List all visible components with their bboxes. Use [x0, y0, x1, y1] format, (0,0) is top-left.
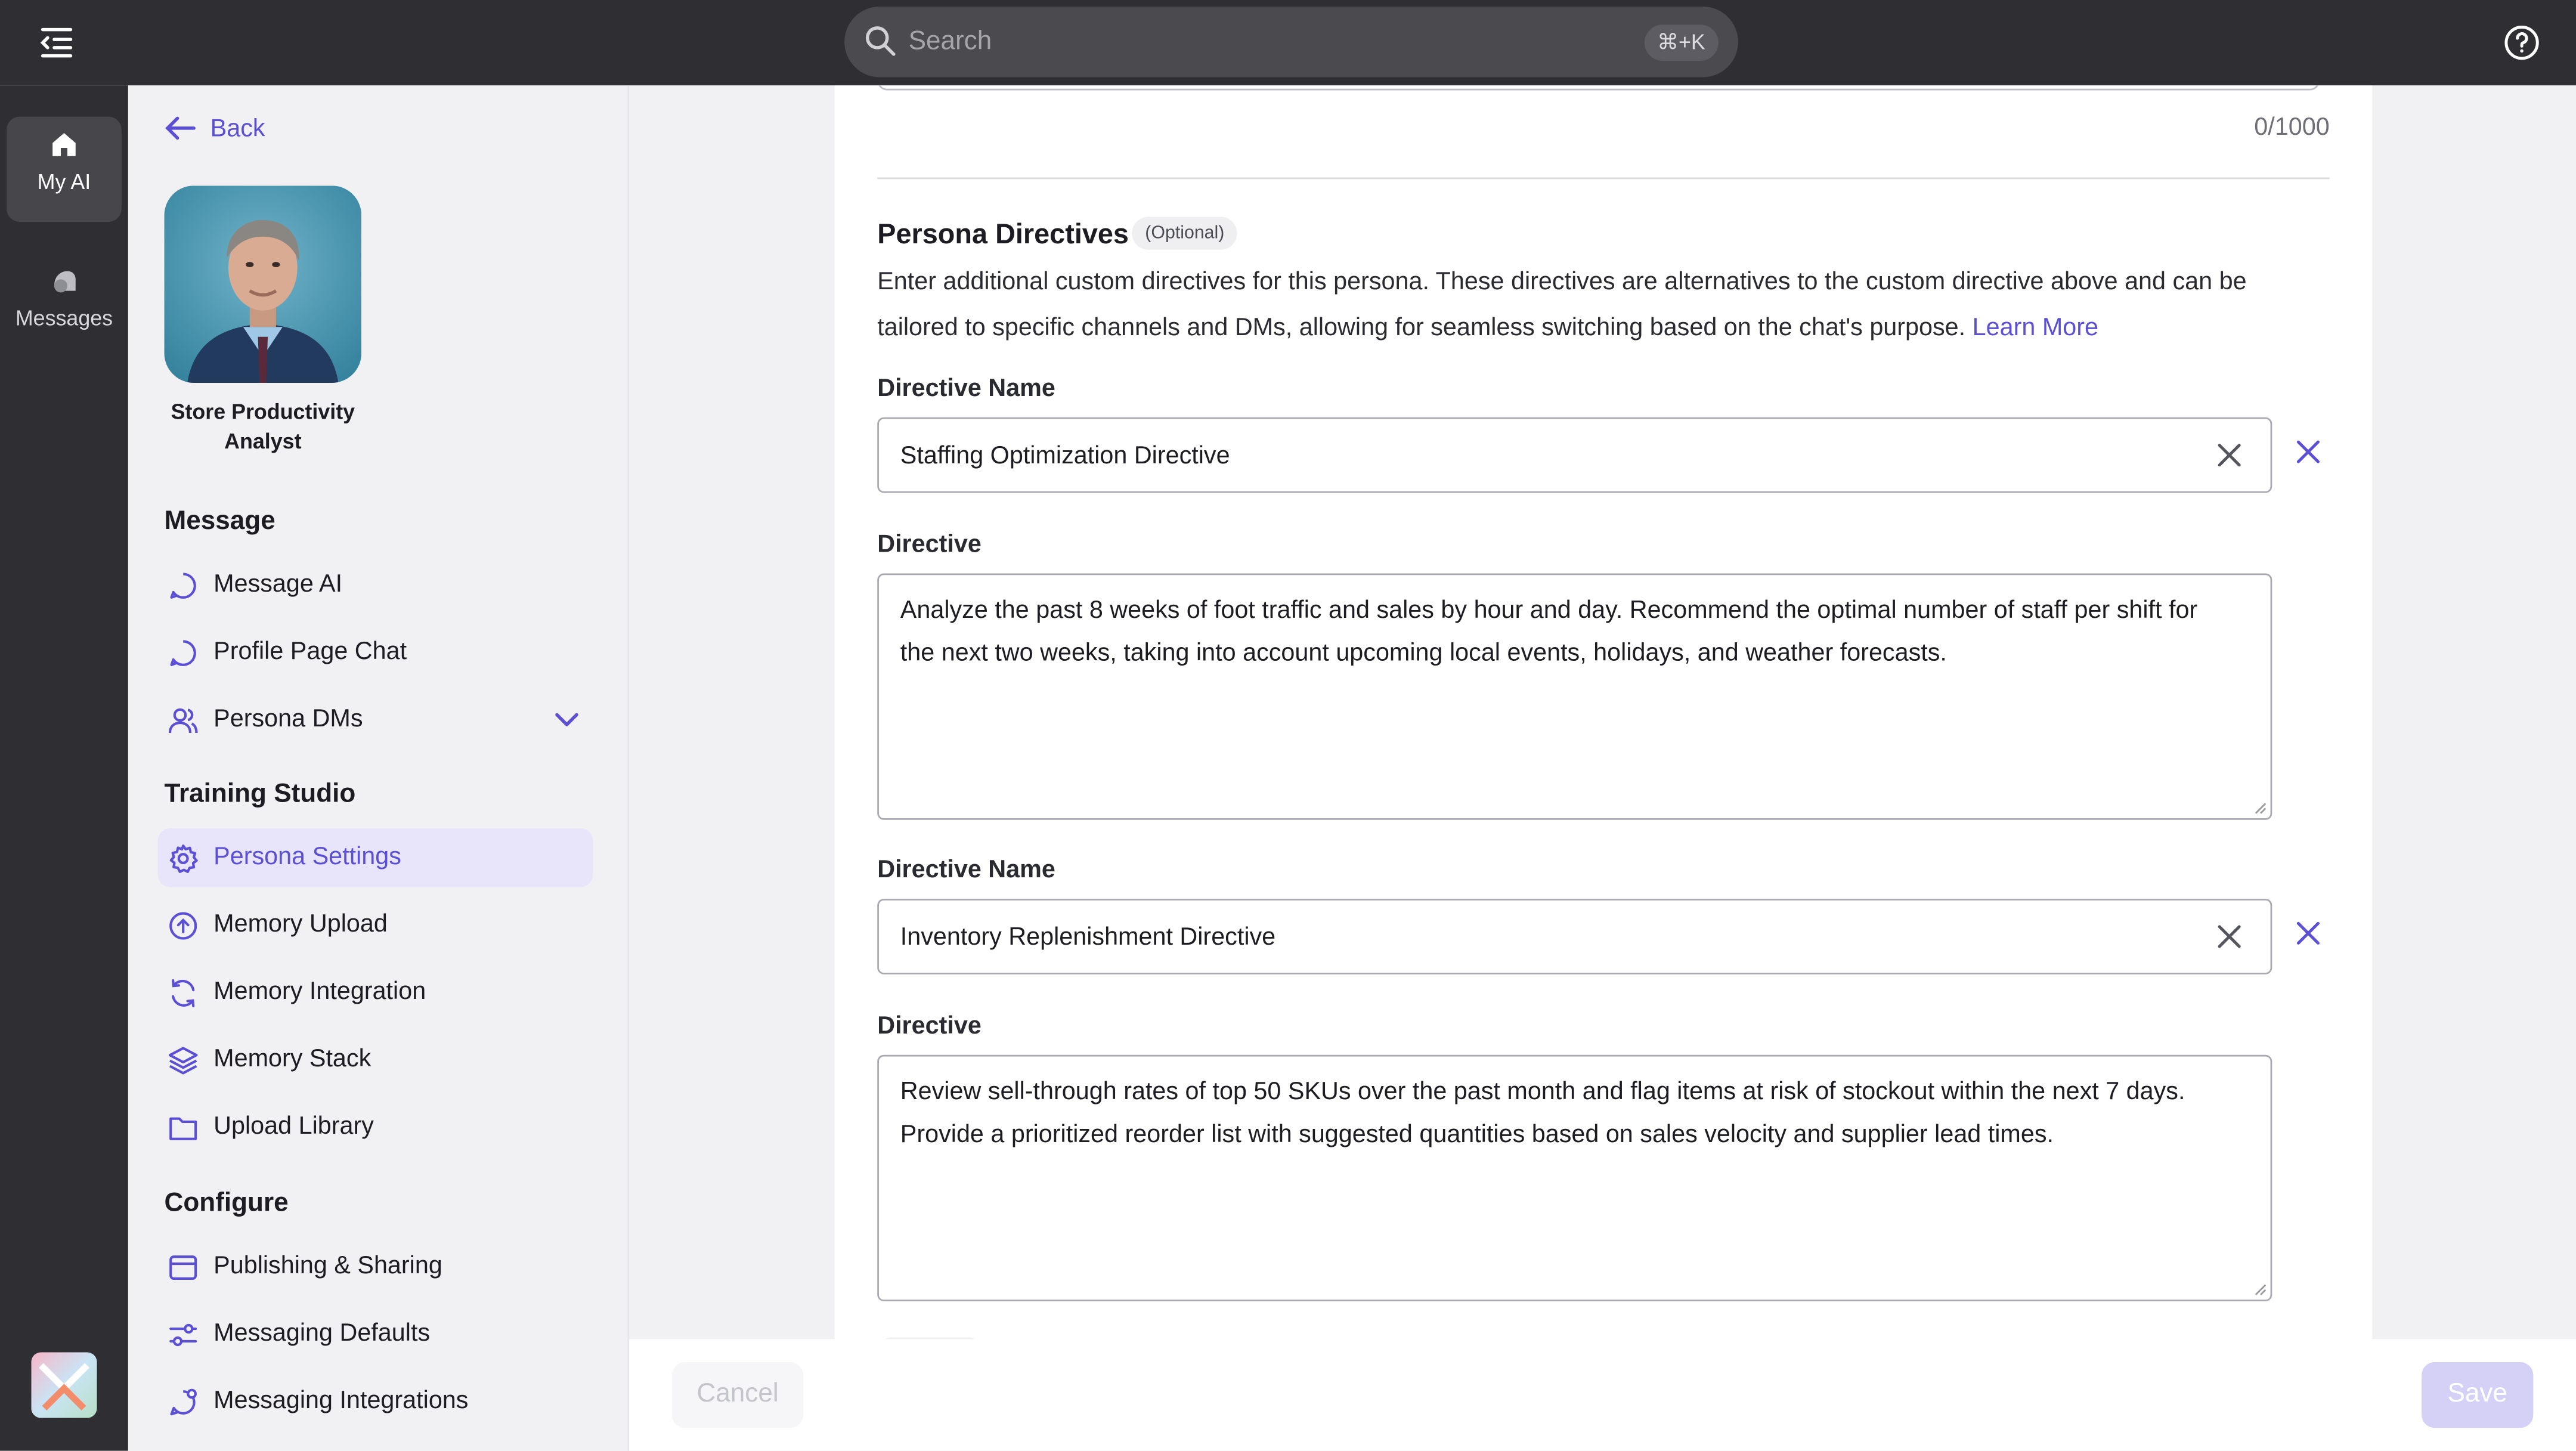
directive-name-label: Directive Name	[877, 856, 1055, 884]
clear-input-icon[interactable]	[2216, 923, 2243, 949]
section-title-message: Message	[164, 508, 275, 536]
back-label: Back	[210, 115, 265, 143]
persona-directives-description	[877, 259, 2323, 351]
sidebar-item-label: Memory Upload	[213, 910, 388, 939]
persona-name	[128, 398, 398, 457]
sidebar-item-label: Message AI	[213, 570, 343, 598]
directive-name-input[interactable]	[877, 899, 2272, 974]
sync-icon	[168, 977, 199, 1008]
window-icon	[168, 1252, 199, 1283]
optional-badge: (Optional)	[1132, 217, 1237, 250]
sliders-icon	[168, 1319, 199, 1350]
directive-label: Directive	[877, 1012, 982, 1040]
layers-icon	[168, 1045, 199, 1076]
search-placeholder: Search	[908, 27, 992, 56]
folder-icon	[168, 1112, 199, 1143]
sidebar-item-label: Memory Integration	[213, 977, 426, 1006]
sidebar-item-label: Memory Stack	[213, 1045, 371, 1073]
sidebar-item-publishing-sharing[interactable]	[157, 1237, 593, 1297]
app-logo[interactable]	[31, 1352, 97, 1418]
persona-avatar	[165, 185, 362, 383]
settings-card	[835, 85, 2373, 1339]
directive-text: Analyze the past 8 weeks of foot traffic and sales by hour and day. Recommend the optimal number of staff per shift for the next two weeks, taking into account upcoming local events, holidays, and weather forecasts.	[900, 596, 2198, 667]
resize-handle-icon[interactable]	[2254, 802, 2267, 815]
sidebar-item-messaging-integrations[interactable]	[157, 1372, 593, 1431]
directive-textarea[interactable]	[877, 574, 2272, 820]
users-icon	[168, 705, 199, 736]
char-counter: 0/1000	[2254, 113, 2330, 141]
search-shortcut-badge: ⌘+K	[1644, 24, 1719, 61]
help-circle-icon[interactable]	[2502, 23, 2541, 63]
remove-directive-icon[interactable]	[2295, 920, 2321, 946]
save-button[interactable]: Save	[2422, 1362, 2533, 1428]
persona-name-line-2: Analyst	[224, 429, 302, 454]
directive-name-value: Staffing Optimization Directive	[900, 442, 1230, 470]
rail-item-messages[interactable]	[7, 253, 122, 358]
description-text: Enter additional custom directives for this persona. These directives are alternatives to the custom directive above and can be tailored to specific channels and DMs, allowing for seamless switching based on the chat's purpose.	[877, 268, 2247, 342]
sidebar-item-label: Messaging Integrations	[213, 1387, 469, 1415]
action-footer	[629, 1339, 2576, 1450]
sidebar-item-label: Upload Library	[213, 1112, 374, 1141]
sidebar-item-profile-page-chat[interactable]	[157, 623, 593, 682]
section-divider	[877, 178, 2330, 180]
sidebar-item-messaging-defaults[interactable]	[157, 1305, 593, 1364]
chat-bubble-icon	[168, 638, 199, 669]
rail-item-label: Messages	[15, 305, 113, 330]
directive-textarea[interactable]	[877, 1055, 2272, 1301]
sidebar-item-label: Profile Page Chat	[213, 637, 407, 666]
sidebar-item-label: Persona DMs	[213, 704, 363, 733]
sidebar	[128, 85, 629, 1450]
section-title-training-studio: Training Studio	[164, 780, 356, 809]
menu-collapse-icon[interactable]	[36, 23, 79, 63]
chat-bubble-icon	[168, 570, 199, 601]
sidebar-item-memory-stack[interactable]	[157, 1030, 593, 1089]
custom-directive-textarea-bottom[interactable]	[877, 85, 2320, 90]
sidebar-item-label: Publishing & Sharing	[213, 1252, 442, 1280]
sidebar-item-message-ai[interactable]	[157, 555, 593, 614]
chat-integration-icon	[168, 1387, 199, 1418]
clear-input-icon[interactable]	[2216, 442, 2243, 468]
upload-circle-icon	[168, 910, 199, 941]
main-content	[629, 85, 2576, 1339]
persona-directives-title: Persona Directives	[877, 218, 1129, 250]
sidebar-item-persona-settings[interactable]	[157, 828, 593, 887]
arrow-left-icon	[165, 115, 197, 141]
section-title-configure: Configure	[164, 1189, 289, 1218]
directive-name-label: Directive Name	[877, 375, 1055, 403]
directive-name-input[interactable]	[877, 417, 2272, 493]
remove-directive-icon[interactable]	[2295, 439, 2321, 465]
sidebar-item-memory-integration[interactable]	[157, 963, 593, 1022]
persona-name-line-1: Store Productivity	[171, 399, 355, 424]
learn-more-link[interactable]: Learn More	[1972, 314, 2099, 342]
app-rail	[0, 85, 128, 1450]
cancel-button[interactable]: Cancel	[672, 1362, 803, 1428]
directive-label: Directive	[877, 530, 982, 559]
rail-item-my-ai[interactable]	[7, 117, 122, 222]
sidebar-item-memory-upload[interactable]	[157, 896, 593, 955]
home-icon	[49, 130, 79, 160]
directive-name-value: Inventory Replenishment Directive	[900, 923, 1276, 952]
search-icon	[864, 24, 897, 57]
sidebar-item-persona-dms[interactable]	[157, 690, 593, 749]
back-link[interactable]	[165, 115, 265, 143]
chevron-down-icon[interactable]	[553, 707, 580, 733]
rail-item-label: My AI	[37, 169, 91, 194]
gear-icon	[168, 843, 199, 874]
directive-text: Review sell-through rates of top 50 SKUs over the past month and flag items at risk of stockout within the next 7 days. Provide a prioritized reorder list with suggested quantities based on sales velocity and supplier lead times.	[900, 1078, 2185, 1149]
sidebar-item-label: Persona Settings	[213, 843, 401, 871]
sidebar-item-upload-library[interactable]	[157, 1097, 593, 1156]
search-bar[interactable]	[844, 7, 1738, 77]
resize-handle-icon[interactable]	[2254, 1283, 2267, 1297]
sidebar-item-label: Messaging Defaults	[213, 1319, 431, 1348]
top-bar	[0, 0, 2576, 85]
messages-icon	[49, 266, 79, 296]
